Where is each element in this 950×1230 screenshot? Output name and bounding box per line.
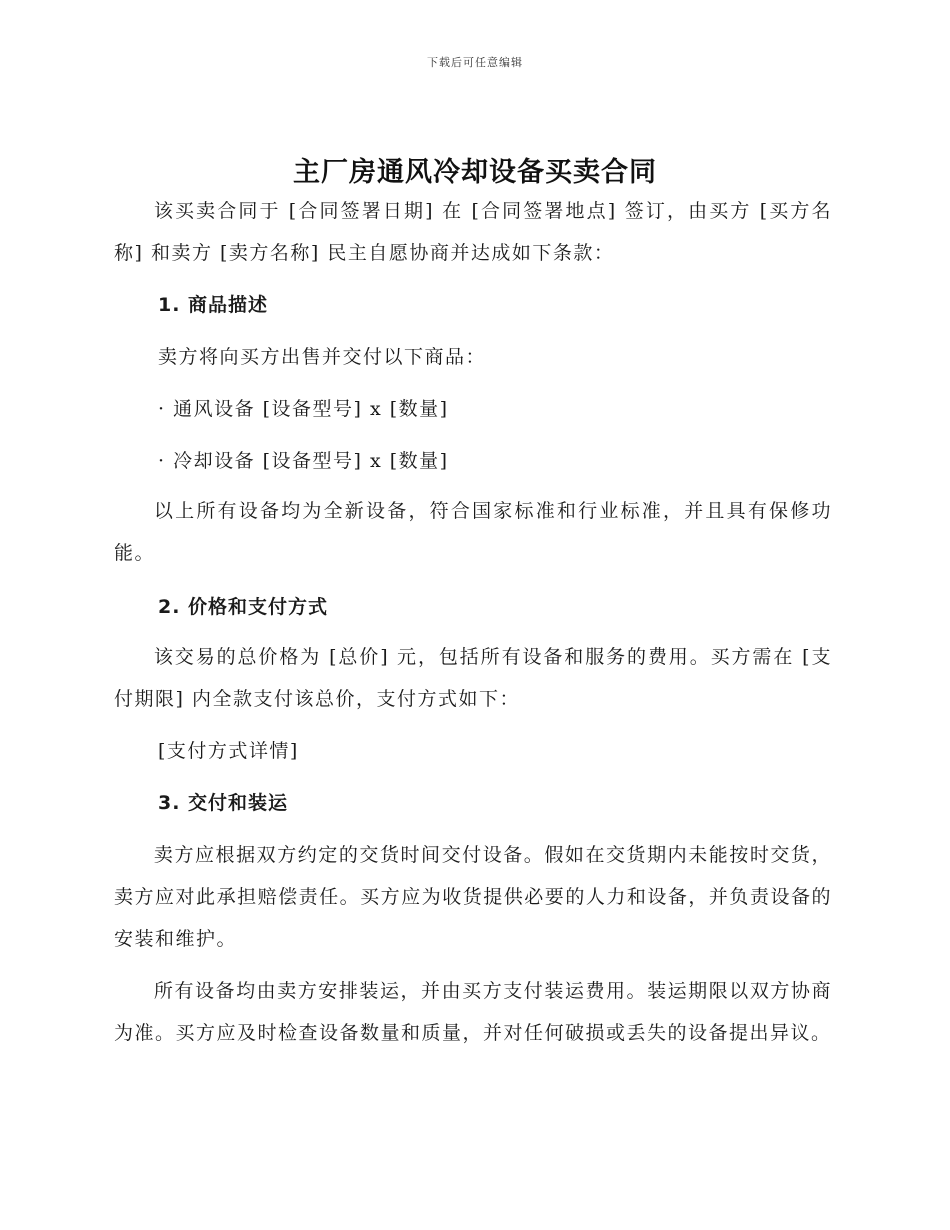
header-note: 下载后可任意编辑 — [427, 56, 523, 69]
paragraph: [支付方式详情] — [158, 740, 299, 762]
section-heading: 1. 商品描述 — [158, 294, 269, 316]
section-2-body — [114, 636, 832, 720]
section-1-closing — [114, 490, 832, 574]
intro-paragraph: 该买卖合同于 [合同签署日期] 在 [合同签署地点] 签订，由买方 [买方名称] 和卖方 [卖方名称] 民主自愿协商并达成如下条款： — [114, 200, 832, 264]
paragraph: 卖方将向买方出售并交付以下商品： — [158, 346, 487, 368]
section-3-body-1 — [114, 834, 832, 960]
list-item: · 冷却设备 [设备型号] x [数量] — [158, 450, 449, 472]
paragraph: 以上所有设备均为全新设备，符合国家标准和行业标准，并且具有保修功能。 — [114, 500, 832, 564]
section-3-body-2 — [114, 970, 832, 1054]
section-1-list-item-1 — [114, 388, 832, 430]
paragraph: 卖方应根据双方约定的交货时间交付设备。假如在交货期内未能按时交货，卖方应对此承担赔偿责任。买方应为收货提供必要的人力和设备，并负责设备的安装和维护。 — [114, 844, 832, 950]
section-1 — [114, 284, 832, 326]
document-title: 主厂房通风冷却设备买卖合同 — [293, 157, 657, 188]
section-1-body — [114, 336, 832, 378]
section-1-list-item-2 — [114, 440, 832, 482]
section-2 — [114, 586, 832, 628]
section-3 — [114, 782, 832, 824]
section-2-payment-details — [114, 730, 832, 772]
section-heading: 2. 价格和支付方式 — [158, 596, 329, 618]
document-body — [114, 190, 832, 274]
paragraph: 所有设备均由卖方安排装运，并由买方支付装运费用。装运期限以双方协商为准。买方应及时检查设备数量和质量，并对任何破损或丢失的设备提出异议。 — [114, 980, 832, 1044]
paragraph: 该交易的总价格为 [总价] 元，包括所有设备和服务的费用。买方需在 [支付期限] 内全款支付该总价，支付方式如下： — [114, 646, 832, 710]
section-heading: 3. 交付和装运 — [158, 792, 289, 814]
list-item: · 通风设备 [设备型号] x [数量] — [158, 398, 449, 420]
